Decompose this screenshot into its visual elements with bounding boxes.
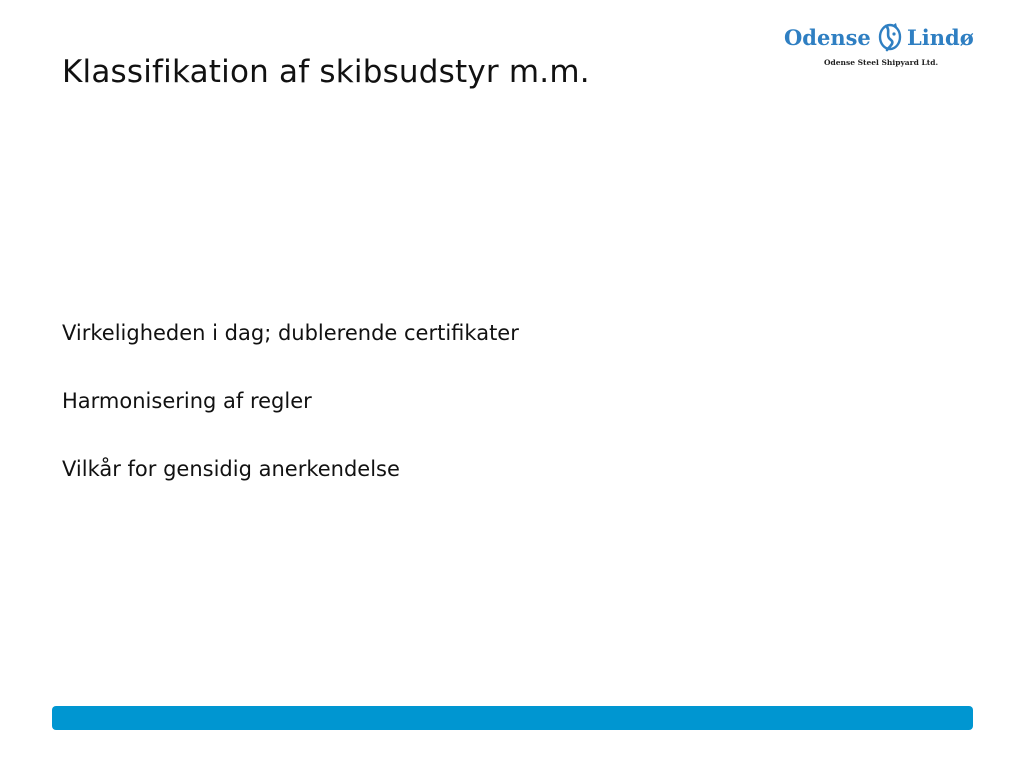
shipyard-emblem-icon — [874, 20, 906, 52]
footer-bar — [52, 706, 973, 730]
logo-word-odense: Odense — [784, 25, 871, 50]
slide-title: Klassifikation af skibsudstyr m.m. — [62, 54, 590, 90]
list-item: Vilkår for gensidig anerkendelse — [62, 457, 400, 481]
list-item: Virkeligheden i dag; dublerende certifikater — [62, 321, 519, 345]
bullet-list — [62, 318, 519, 522]
company-logo — [784, 18, 976, 72]
list-item: Harmonisering af regler — [62, 389, 312, 413]
logo-word-lindo: Lindø — [907, 25, 974, 50]
logo-subtitle: Odense Steel Shipyard Ltd. — [824, 58, 939, 67]
